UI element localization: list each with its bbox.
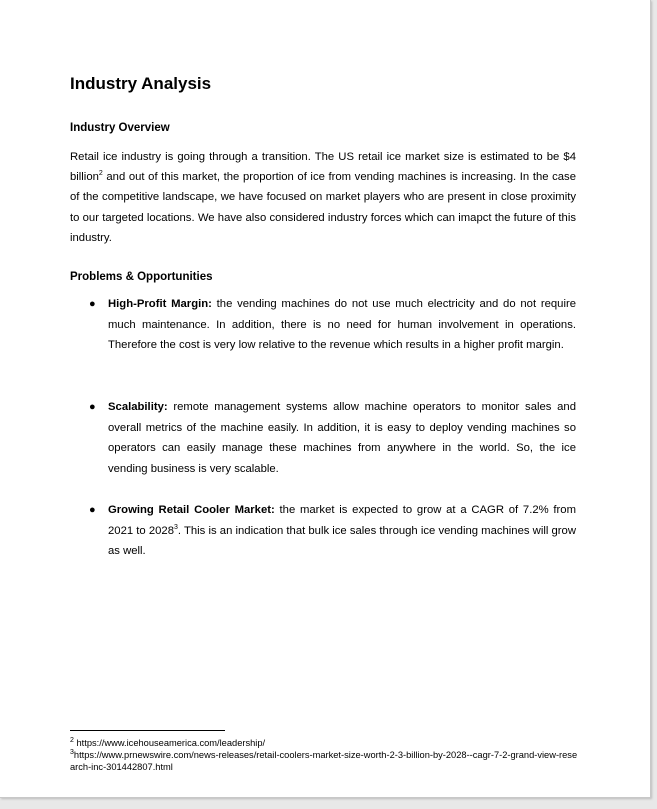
- page-title: Industry Analysis: [70, 74, 212, 93]
- bullet-label: Growing Retail Cooler Market:: [108, 504, 275, 516]
- bullet-text: the vending machines do not use much electricity and do not require much maintenance. In addition, there is no need for human involvement in operations. Therefore the cost is very low relative to the revenue which results in a higher profit margin.: [108, 298, 576, 351]
- bullet-text: the market is expected to grow at a CAGR of 7.2% from 2021 to 2028: [108, 504, 576, 537]
- footnote-number: 2: [70, 736, 74, 744]
- footnote-ref-2[interactable]: 2: [98, 170, 103, 178]
- problems-opportunities-heading: Problems & Opportunities: [70, 271, 213, 283]
- industry-overview-paragraph: [70, 147, 576, 248]
- footnote-separator: [70, 730, 225, 731]
- bullet-text: . This is an indication that bulk ice sales through ice vending machines will grow as well.: [108, 524, 576, 557]
- paragraph-text: Retail ice industry is going through a transition. The US retail ice market size is estimated to be $4 billion: [70, 151, 576, 184]
- bullet-text: remote management systems allow machine operators to monitor sales and overall metrics of the machine easily. In addition, it is easy to deploy vending machines so operators can easily manage these machines from anywhere in the world. So, the ice vending business is very scalable.: [108, 401, 576, 475]
- bullet-icon: ●: [89, 298, 96, 310]
- list-item: [89, 500, 576, 562]
- bullet-icon: ●: [89, 504, 96, 516]
- list-item: [89, 294, 576, 356]
- footnote-link[interactable]: https://www.prnewswire.com/news-releases/retail-coolers-market-size-worth-2-3-billion-by-2028--cagr-7-2-grand-view-research-inc-301442807.html: [70, 750, 578, 772]
- industry-overview-heading: Industry Overview: [70, 122, 170, 134]
- footnote-ref-3[interactable]: 3: [174, 523, 178, 531]
- bullet-label: Scalability:: [108, 401, 168, 413]
- footnote-2: [70, 737, 580, 749]
- footnote-link[interactable]: https://www.icehouseamerica.com/leadership/: [73, 738, 266, 748]
- bullet-icon: ●: [89, 401, 96, 413]
- footnote-number: 3: [70, 748, 74, 756]
- paragraph-text: and out of this market, the proportion of ice from vending machines is increasing. In the case of the competitive landscape, we have focused on market players who are present in close proximity to our targeted locations. We have also considered industry forces which can imapct the future of this industry.: [70, 171, 576, 244]
- bullet-label: High-Profit Margin:: [108, 298, 212, 310]
- footnote-3: [70, 749, 580, 773]
- list-item: [89, 397, 576, 479]
